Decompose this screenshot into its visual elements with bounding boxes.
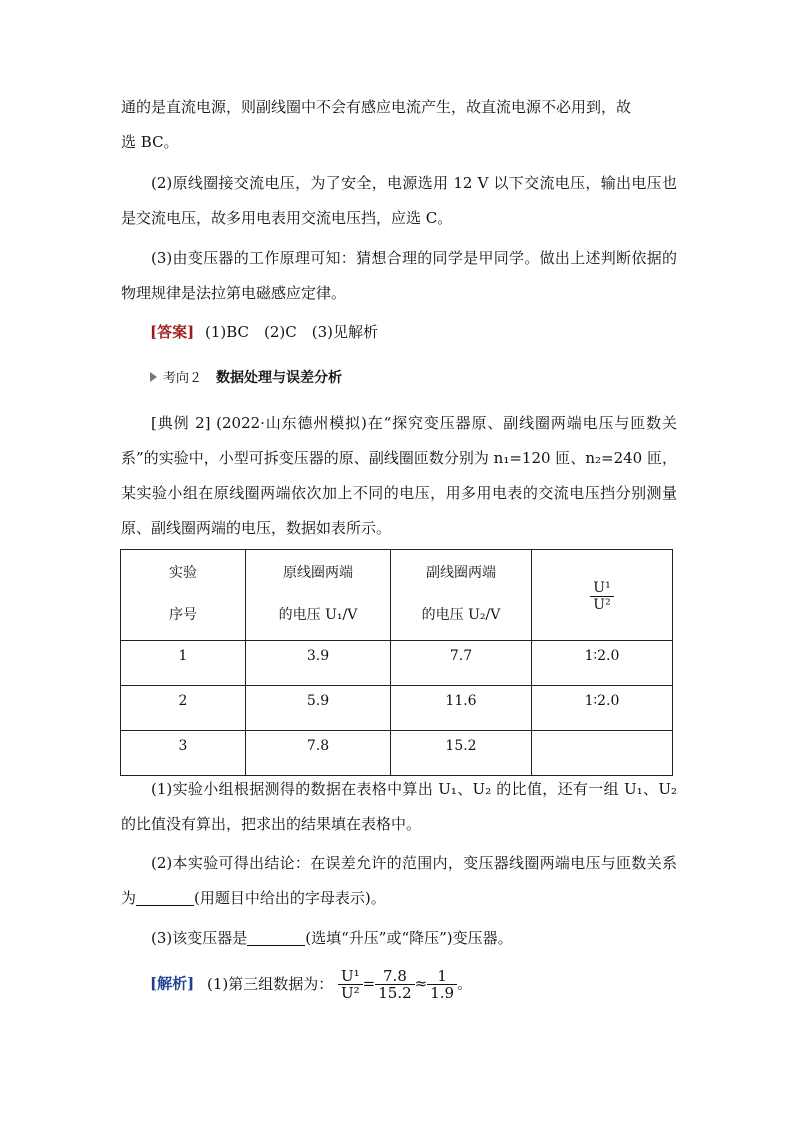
- header-u2: [391, 550, 532, 641]
- solution-fraction-u: [338, 968, 363, 1001]
- ratio-fraction: [590, 580, 613, 613]
- cell-trial: 3: [121, 731, 246, 776]
- answer-tag: [答案]: [150, 323, 195, 341]
- paragraph-continued: [121, 90, 677, 160]
- cell-ratio: 1∶2.0: [532, 641, 673, 686]
- header-trial-line2: 序号: [169, 607, 197, 623]
- cell-ratio: 1∶2.0: [532, 686, 673, 731]
- table-header-row: [121, 550, 673, 641]
- question-1: (1)实验小组根据测得的数据在表格中算出 U₁、U₂ 的比值，还有一组 U₁、U₂ 的比值没有算出，把求出的结果填在表格中。: [121, 780, 677, 833]
- header-ratio: [532, 550, 673, 641]
- frac-numerator: 1: [427, 968, 457, 985]
- cell-trial: 1: [121, 641, 246, 686]
- data-table: [120, 549, 673, 776]
- header-u2-line1: 副线圈两端: [426, 565, 496, 581]
- question-2-tail: (用题目中给出的字母表示)。: [194, 889, 386, 907]
- answer-text: (1)BC (2)C (3)见解析: [204, 323, 378, 341]
- table-row: [121, 686, 673, 731]
- heading-label: 考向２: [163, 371, 203, 386]
- cell-ratio-empty: [532, 731, 673, 776]
- cell-u2: 11.6: [391, 686, 532, 731]
- ratio-numerator: U¹: [590, 580, 613, 597]
- ratio-denominator: U²: [593, 596, 611, 613]
- cell-trial: 2: [121, 686, 246, 731]
- approx-sign: ≈: [414, 974, 428, 993]
- p1-line2: 选 BC。: [121, 133, 179, 151]
- header-u2-line2: 的电压 U₂/V: [421, 607, 501, 623]
- cell-u1: 5.9: [246, 686, 391, 731]
- header-trial: [121, 550, 246, 641]
- frac-denominator: 15.2: [378, 984, 412, 1002]
- heading-title: 数据处理与误差分析: [216, 370, 343, 386]
- answer-blank: [247, 930, 305, 946]
- header-u1-line1: 原线圈两端: [283, 565, 353, 581]
- cell-u1: 3.9: [246, 641, 391, 686]
- cell-u1: 7.8: [246, 731, 391, 776]
- triangle-bullet-icon: [150, 372, 157, 382]
- frac-denominator: U²: [341, 984, 360, 1002]
- header-u1-line2: 的电压 U₁/V: [278, 607, 358, 623]
- equals-sign: =: [362, 974, 376, 993]
- header-trial-line1: 实验: [169, 565, 197, 581]
- example-text: (2022·山东德州模拟)在“探究变压器原、副线圈两端电压与匝数关系”的实验中，小型可拆变压器的原、副线圈匝数分别为 n₁=120 匝、n₂=240 匝，某实验小组在原线圈两端依次加上不同的电压，用多用电表的交流电压挡分别测量原、副线圈两端的电压，数据如表所示。: [121, 414, 677, 537]
- solution-tag: [解析]: [150, 974, 195, 993]
- paragraph-q3-analysis: (3)由变压器的工作原理可知：猜想合理的同学是甲同学。做出上述判断依据的物理规律是法拉第电磁感应定律。: [121, 249, 677, 302]
- table-row: [121, 731, 673, 776]
- answer-blank: [136, 890, 194, 906]
- question-3-text: (3)该变压器是: [151, 929, 248, 947]
- table-row: [121, 641, 673, 686]
- frac-numerator: U¹: [338, 968, 363, 985]
- example-tag: [典例 2]: [151, 414, 211, 432]
- solution-fraction-result: [427, 968, 457, 1001]
- p1-line1: 通的是直流电源，则副线圈中不会有感应电流产生，故直流电源不必用到，故: [121, 98, 632, 116]
- solution-fraction-values: [375, 968, 414, 1001]
- question-3-tail: (选填“升压”或“降压”)变压器。: [305, 929, 513, 947]
- cell-u2: 15.2: [391, 731, 532, 776]
- period: 。: [457, 974, 473, 993]
- question-2: [121, 846, 677, 916]
- section-heading: [150, 368, 342, 389]
- answer-line: [150, 315, 378, 350]
- question-3: [121, 921, 677, 956]
- header-u1: [246, 550, 391, 641]
- solution-line: [150, 968, 472, 1001]
- frac-numerator: 7.8: [375, 968, 414, 985]
- frac-denominator: 1.9: [430, 984, 455, 1002]
- cell-u2: 7.7: [391, 641, 532, 686]
- question-2-text: (2)本实验可得出结论：在误差允许的范围内，变压器线圈两端电压与匝数关系为: [121, 854, 677, 907]
- example-paragraph: [121, 406, 677, 546]
- paragraph-q2-analysis: (2)原线圈接交流电压，为了安全，电源选用 12 V 以下交流电压，输出电压也是交流电压，故多用电表用交流电压挡，应选 C。: [121, 174, 677, 227]
- solution-text: (1)第三组数据为：: [206, 974, 334, 993]
